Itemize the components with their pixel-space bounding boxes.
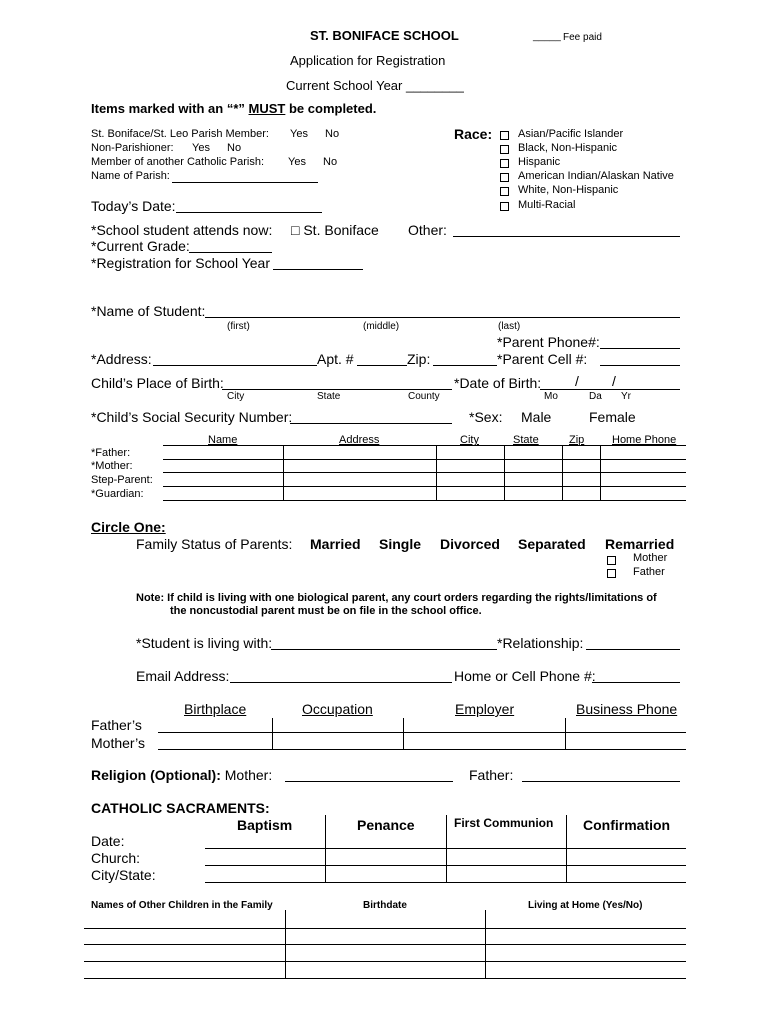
other-parish-label: Member of another Catholic Parish: [91,156,265,168]
guardian-col-divider-5 [600,445,601,500]
parish-name-label: Name of Parish: [91,170,170,182]
race-option-white: White, Non-Hispanic [518,184,619,196]
sex-male[interactable]: Male [521,409,552,425]
parish-name-line[interactable] [172,182,318,183]
parent-cell-label: *Parent Cell #: [497,351,588,367]
living-with-label: *Student is living with: [136,635,273,651]
remarried-father-checkbox[interactable] [607,569,616,578]
religion-label: Religion (Optional): [91,767,221,783]
non-parishioner-no[interactable]: No [227,142,242,154]
other-parish-yes[interactable]: Yes [288,156,306,168]
sacrament-col-divider-1 [325,815,326,882]
ssn-line[interactable] [290,423,452,424]
remarried-mother-checkbox[interactable] [607,556,616,565]
status-remarried[interactable]: Remarried [605,536,675,552]
last-name-caption: (last) [498,321,521,332]
circle-one-title: Circle One: [91,519,166,535]
sacraments-title: CATHOLIC SACRAMENTS: [91,800,270,816]
st-boniface-option[interactable]: □ St. Boniface [291,222,379,238]
ssn-label: *Child’s Social Security Number: [91,409,293,425]
guardian-table-rule-4 [163,486,686,487]
school-attends-label: *School student attends now: [91,222,273,238]
city-caption: City [227,391,245,402]
county-caption: County [408,391,440,402]
parents-header-occupation: Occupation [302,701,373,717]
must-complete-notice [91,101,376,116]
guardian-table-rule-5 [163,500,686,501]
children-table-rule-4 [84,978,686,979]
non-parishioner-yes[interactable]: Yes [192,142,210,154]
date-of-birth-line[interactable] [540,389,680,390]
children-header-living-at-home: Living at Home (Yes/No) [528,900,643,911]
guardian-table-rule-2 [163,459,686,460]
family-status-label: Family Status of Parents: [136,536,293,552]
sex-female[interactable]: Female [589,409,636,425]
row-label-mothers: Mother’s [91,735,145,751]
children-header-birthdate: Birthdate [363,900,407,911]
parents-header-birthplace: Birthplace [184,701,247,717]
address-line[interactable] [153,365,317,366]
must-suffix: be completed. [288,101,377,116]
student-name-line[interactable] [205,317,680,318]
race-checkbox-american-indian[interactable] [500,173,509,182]
sex-label: *Sex: [469,409,503,425]
state-caption: State [317,391,341,402]
status-divorced[interactable]: Divorced [440,536,500,552]
other-parish-no[interactable]: No [323,156,338,168]
parents-col-divider-2 [403,718,404,749]
race-checkbox-multiracial[interactable] [500,202,509,211]
zip-line[interactable] [433,365,497,366]
guardian-header-home-phone: Home Phone [612,434,677,446]
current-grade-label: *Current Grade: [91,238,190,254]
fee-paid-label: Fee paid [563,32,602,43]
race-checkbox-white[interactable] [500,187,509,196]
sacrament-col-divider-3 [566,815,567,882]
status-separated[interactable]: Separated [518,536,586,552]
middle-name-caption: (middle) [363,321,400,332]
sacrament-row-city-state: City/State: [91,867,156,883]
registration-year-line[interactable] [273,269,363,270]
guardian-col-divider-2 [436,445,437,500]
sacrament-row-church: Church: [91,850,141,866]
guardian-table-rule-1 [163,445,686,446]
date-of-birth-label: *Date of Birth: [454,375,542,391]
first-name-caption: (first) [227,321,250,332]
children-col-divider-1 [285,910,286,978]
day-caption: Da [589,391,602,402]
religion-row [91,767,272,783]
children-table-rule-3 [84,961,686,962]
parish-member-label: St. Boniface/St. Leo Parish Member: [91,128,269,140]
zip-label: Zip: [407,351,431,367]
remarried-father-label: Father [633,566,665,578]
race-checkbox-hispanic[interactable] [500,159,509,168]
parents-col-divider-1 [272,718,273,749]
race-option-asian: Asian/Pacific Islander [518,128,624,140]
apt-label: Apt. # [317,351,354,367]
sacrament-col-divider-2 [446,815,447,882]
non-parishioner-label: Non-Parishioner: [91,142,174,154]
registration-year-label: *Registration for School Year [91,255,270,271]
guardian-header-city: City [460,434,479,446]
current-school-year: Current School Year ________ [286,78,464,93]
remarried-mother-label: Mother [633,552,668,564]
race-option-american-indian: American Indian/Alaskan Native [518,170,674,182]
custody-note-line-2: the noncustodial parent must be on file in the school office. [170,605,482,617]
parents-header-business-phone: Business Phone [576,701,678,717]
sacrament-row-date: Date: [91,833,125,849]
row-label-father: *Father: [91,447,131,459]
address-label: *Address: [91,351,152,367]
religion-father-label: Father: [469,767,514,783]
parent-phone-line[interactable] [600,348,680,349]
todays-date-line[interactable] [176,212,322,213]
parish-member-no[interactable]: No [325,128,340,140]
guardian-col-divider-1 [283,445,284,500]
must-prefix: Items marked with an “*” [91,101,245,116]
other-school-label: Other: [408,222,447,238]
parents-col-divider-3 [565,718,566,749]
race-option-multiracial: Multi-Racial [518,199,576,211]
dob-slash-1: / [575,373,579,389]
sacrament-table-rule-3 [205,882,686,883]
row-label-guardian: *Guardian: [91,488,144,500]
application-title: Application for Registration [290,53,446,68]
guardian-header-zip: Zip [569,434,585,446]
relationship-label: *Relationship: [497,635,584,651]
religion-mother-label: Mother: [224,767,273,783]
parents-table-rule-1 [158,732,686,733]
relationship-line[interactable] [586,649,680,650]
year-caption: Yr [621,391,631,402]
sacrament-header-penance: Penance [357,817,415,833]
religion-father-line[interactable] [522,781,680,782]
guardian-col-divider-3 [504,445,505,500]
race-option-hispanic: Hispanic [518,156,561,168]
race-option-black: Black, Non-Hispanic [518,142,618,154]
status-married[interactable]: Married [310,536,361,552]
sacrament-header-confirmation: Confirmation [583,817,671,833]
month-caption: Mo [544,391,558,402]
parent-phone-label: *Parent Phone#: [497,334,600,350]
race-label: Race: [454,126,493,142]
living-with-line[interactable] [271,649,497,650]
home-cell-phone-label: Home or Cell Phone #: [454,668,596,684]
guardian-table-rule-3 [163,472,686,473]
student-name-label: *Name of Student: [91,303,206,319]
race-checkbox-asian[interactable] [500,131,509,140]
custody-note-line-1: Note: If child is living with one biological parent, any court orders regarding the rights/limitations of [136,592,657,604]
apt-line[interactable] [357,365,407,366]
status-single[interactable]: Single [379,536,422,552]
guardian-header-name: Name [208,434,238,446]
email-label: Email Address: [136,668,230,684]
email-line[interactable] [230,682,452,683]
current-grade-line[interactable] [189,252,272,253]
parish-member-yes[interactable]: Yes [290,128,308,140]
sacrament-header-first-communion: First Communion [454,816,554,830]
must-word: MUST [248,101,286,116]
row-label-mother: *Mother: [91,460,133,472]
children-table-rule-1 [84,928,686,929]
children-table-rule-2 [84,944,686,945]
row-label-fathers: Father’s [91,717,142,733]
guardian-col-divider-4 [562,445,563,500]
row-label-step-parent: Step-Parent: [91,474,153,486]
other-school-line[interactable] [453,236,680,237]
children-header-names: Names of Other Children in the Family [91,900,273,911]
todays-date-label: Today’s Date: [91,198,176,214]
fee-blank: _____ [533,31,561,42]
dob-slash-2: / [612,373,616,389]
guardian-header-state: State [513,434,539,446]
sacrament-header-baptism: Baptism [237,817,293,833]
parent-cell-line[interactable] [600,365,680,366]
parents-header-employer: Employer [455,701,515,717]
religion-mother-line[interactable] [285,781,453,782]
place-of-birth-label: Child’s Place of Birth: [91,375,224,391]
children-col-divider-2 [485,910,486,978]
home-cell-phone-line[interactable] [592,682,680,683]
parents-table-rule-2 [158,749,686,750]
race-checkbox-black[interactable] [500,145,509,154]
guardian-header-address: Address [339,434,380,446]
school-name: ST. BONIFACE SCHOOL [310,28,459,43]
place-of-birth-line[interactable] [222,389,452,390]
